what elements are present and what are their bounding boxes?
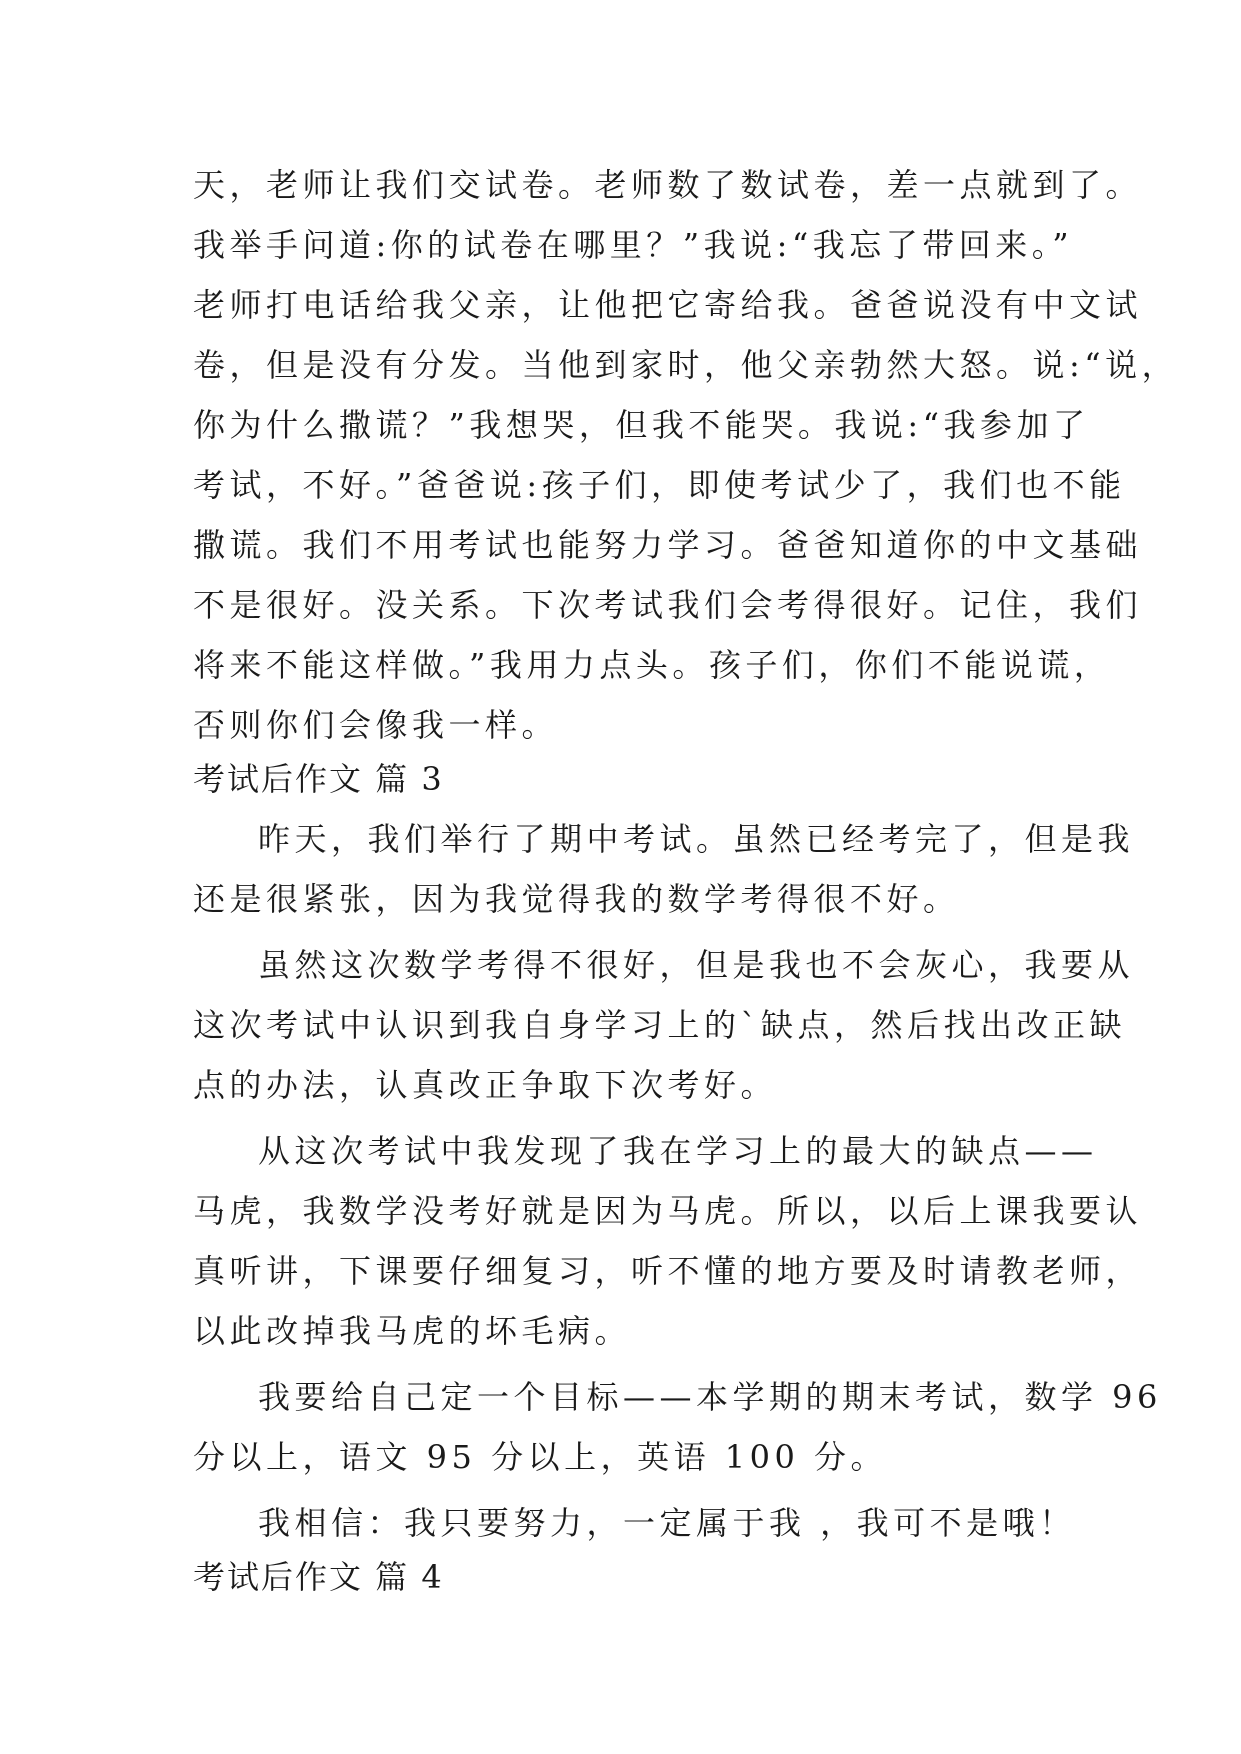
- section-heading: 考试后作文 篇 3: [193, 760, 444, 798]
- text-line: 将来不能这样做。”我用力点头。孩子们，你们不能说谎，: [193, 646, 1111, 684]
- text-line: 否则你们会像我一样。: [193, 706, 559, 744]
- text-line: 从这次考试中我发现了我在学习上的最大的缺点——: [258, 1132, 1098, 1170]
- text-line: 昨天，我们举行了期中考试。虽然已经考完了，但是我: [258, 820, 1135, 858]
- text-line: 点的办法，认真改正争取下次考好。: [193, 1066, 778, 1104]
- text-line: 虽然这次数学考得不很好，但是我也不会灰心，我要从: [258, 946, 1135, 984]
- text-line: 卷，但是没有分发。当他到家时，他父亲勃然大怒。说:“说，: [193, 346, 1179, 384]
- text-line: 天，老师让我们交试卷。老师数了数试卷，差一点就到了。: [193, 166, 1143, 204]
- text-line: 我举手问道:你的试卷在哪里？”我说:“我忘了带回来。”: [193, 226, 1074, 264]
- section-heading: 考试后作文 篇 4: [193, 1558, 444, 1596]
- text-line: 这次考试中认识到我自身学习上的`缺点，然后找出改正缺: [193, 1006, 1127, 1044]
- text-line: 老师打电话给我父亲，让他把它寄给我。爸爸说没有中文试: [193, 286, 1143, 324]
- text-line: 马虎，我数学没考好就是因为马虎。所以，以后上课我要认: [193, 1192, 1143, 1230]
- text-line: 我相信：我只要努力，一定属于我 ，我可不是哦！: [258, 1504, 1076, 1542]
- text-line: 撒谎。我们不用考试也能努力学习。爸爸知道你的中文基础: [193, 526, 1143, 564]
- text-line: 考试，不好。”爸爸说:孩子们，即使考试少了，我们也不能: [193, 466, 1126, 504]
- text-line: 还是很紧张，因为我觉得我的数学考得很不好。: [193, 880, 960, 918]
- text-line: 不是很好。没关系。下次考试我们会考得很好。记住，我们: [193, 586, 1143, 624]
- text-line: 分以上，语文 95 分以上，英语 100 分。: [193, 1438, 887, 1476]
- text-line: 以此改掉我马虎的坏毛病。: [193, 1312, 632, 1350]
- text-line: 我要给自己定一个目标——本学期的期末考试，数学 96: [258, 1378, 1162, 1416]
- text-line: 真听讲，下课要仔细复习，听不懂的地方要及时请教老师，: [193, 1252, 1143, 1290]
- text-line: 你为什么撒谎？”我想哭，但我不能哭。我说:“我参加了: [193, 406, 1090, 444]
